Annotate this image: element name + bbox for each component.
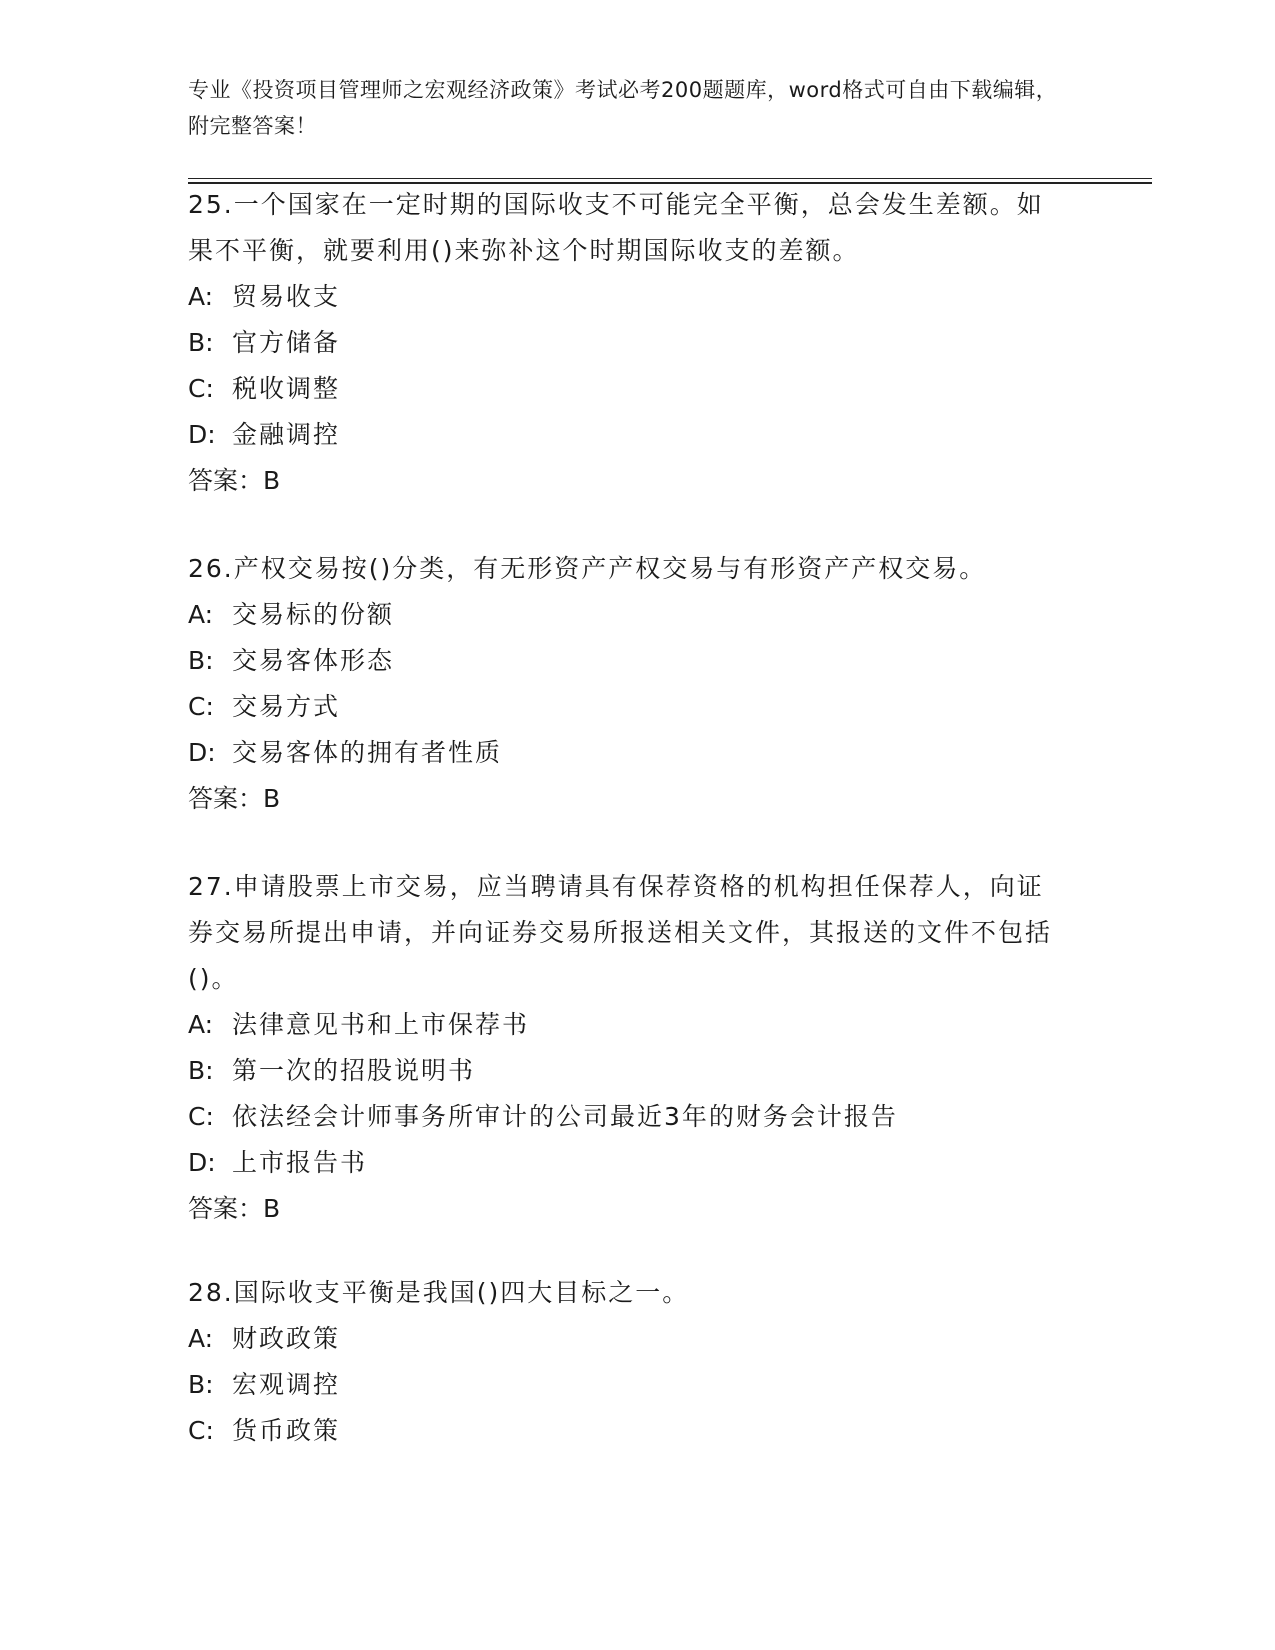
option-letter: B: <box>188 1056 214 1085</box>
option-d <box>188 1140 1088 1186</box>
option-text: 贸易收支 <box>232 282 341 311</box>
option-text: 交易客体的拥有者性质 <box>232 738 503 767</box>
option-text: 上市报告书 <box>232 1148 368 1177</box>
option-d <box>188 730 1088 776</box>
question-stem: 26.产权交易按()分类，有无形资产产权交易与有形资产产权交易。 <box>188 554 987 583</box>
header-divider-thin <box>188 178 1152 179</box>
question-stem: 28.国际收支平衡是我国()四大目标之一。 <box>188 1278 690 1307</box>
option-letter: A: <box>188 1324 214 1353</box>
option-text: 交易标的份额 <box>232 600 395 629</box>
option-a <box>188 592 1088 638</box>
question-28 <box>188 1270 1088 1454</box>
answer-line: 答案：B <box>188 466 281 495</box>
option-letter: C: <box>188 1416 214 1445</box>
option-text: 金融调控 <box>232 420 341 449</box>
option-b <box>188 320 1088 366</box>
option-letter: B: <box>188 646 214 675</box>
option-text: 交易客体形态 <box>232 646 395 675</box>
option-a <box>188 1002 1088 1048</box>
option-d <box>188 412 1088 458</box>
option-letter: A: <box>188 282 214 311</box>
option-letter: C: <box>188 1102 214 1131</box>
option-c <box>188 1408 1088 1454</box>
option-c <box>188 684 1088 730</box>
option-c <box>188 1094 1088 1140</box>
option-letter: A: <box>188 600 214 629</box>
question-27 <box>188 864 1088 1232</box>
option-b <box>188 1048 1088 1094</box>
option-text: 第一次的招股说明书 <box>232 1056 476 1085</box>
option-letter: B: <box>188 1370 214 1399</box>
option-text: 法律意见书和上市保荐书 <box>232 1010 530 1039</box>
option-letter: D: <box>188 1148 216 1177</box>
option-text: 货币政策 <box>232 1416 341 1445</box>
option-text: 财政政策 <box>232 1324 341 1353</box>
option-letter: D: <box>188 420 216 449</box>
option-letter: D: <box>188 738 216 767</box>
option-letter: C: <box>188 692 214 721</box>
question-25 <box>188 182 1088 504</box>
question-stem: 27.申请股票上市交易，应当聘请具有保荐资格的机构担任保荐人，向证券交易所提出申请，并向证券交易所报送相关文件，其报送的文件不包括()。 <box>188 872 1053 993</box>
answer-line: 答案：B <box>188 784 281 813</box>
option-letter: C: <box>188 374 214 403</box>
option-text: 交易方式 <box>232 692 341 721</box>
option-b <box>188 1362 1088 1408</box>
option-b <box>188 638 1088 684</box>
option-letter: B: <box>188 328 214 357</box>
option-letter: A: <box>188 1010 214 1039</box>
option-text: 官方储备 <box>232 328 341 357</box>
option-text: 税收调整 <box>232 374 341 403</box>
option-c <box>188 366 1088 412</box>
option-text: 宏观调控 <box>232 1370 341 1399</box>
answer-line: 答案：B <box>188 1194 281 1223</box>
option-a <box>188 1316 1088 1362</box>
question-26 <box>188 546 1088 822</box>
document-header: 专业《投资项目管理师之宏观经济政策》考试必考200题题库，word格式可自由下载编辑，附完整答案！ <box>188 78 1058 138</box>
question-stem: 25.一个国家在一定时期的国际收支不可能完全平衡，总会发生差额。如果不平衡，就要利用()来弥补这个时期国际收支的差额。 <box>188 190 1044 265</box>
option-a <box>188 274 1088 320</box>
option-text: 依法经会计师事务所审计的公司最近3年的财务会计报告 <box>232 1102 898 1131</box>
